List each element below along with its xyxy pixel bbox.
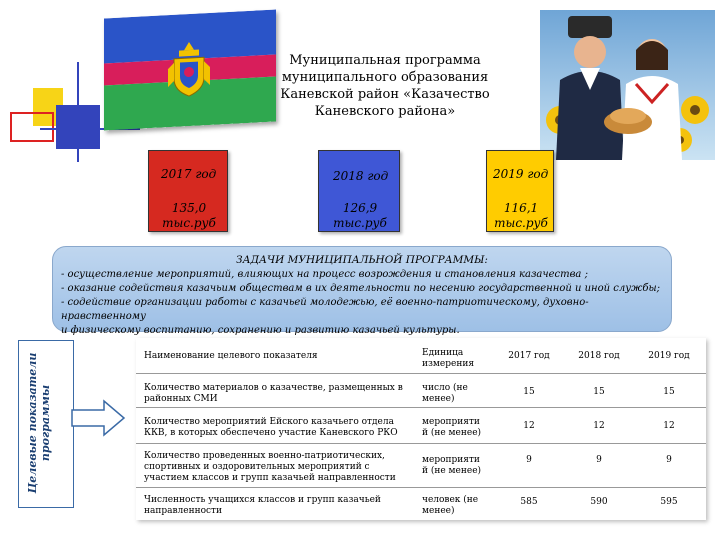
table-cell: мероприяти й (не менее) [422, 455, 482, 476]
table-cell: мероприяти й (не менее) [422, 417, 482, 438]
table-cell: 9 [666, 455, 672, 465]
table-cell: 9 [596, 455, 602, 465]
table-cell: человек (не менее) [422, 495, 479, 516]
table-cell: 15 [663, 387, 675, 397]
task-item: - содействие организации работы с казачьей молодежью, её военно-патриотическому, духовно-нравственному [61, 297, 589, 322]
table-header-cell: Наименование целевого показателя [144, 351, 318, 361]
table-cell: 12 [593, 421, 605, 431]
cossack-couple-image [540, 10, 715, 160]
table-cell: 15 [523, 387, 535, 397]
funding-amount: 116,1 тыс.руб [494, 201, 548, 230]
table-cell: Количество материалов о казачестве, размещенных в районных СМИ [144, 383, 403, 404]
task-item: - оказание содействия казачьим обществам в их деятельности по несению государственной и иной службы; [61, 283, 661, 294]
funding-card-2018 [318, 150, 400, 232]
table-header-cell: 2018 год [578, 351, 620, 361]
table-row [136, 376, 706, 408]
table-cell: 15 [593, 387, 605, 397]
funding-year: 2017 год [161, 167, 217, 181]
program-title: Муниципальная программа муниципального образования Каневской район «Казачество Каневского района» [280, 53, 490, 119]
target-indicators-label: Целевые показатели программы [26, 352, 52, 494]
table-cell: 9 [526, 455, 532, 465]
table-header-row [136, 338, 706, 374]
funding-card-2017 [148, 150, 228, 232]
table-cell: 12 [523, 421, 535, 431]
krasnodar-flag-image [104, 9, 276, 130]
table-cell: 12 [663, 421, 675, 431]
decor-square-red [10, 112, 54, 142]
indicators-table [136, 338, 706, 520]
table-row [136, 446, 706, 488]
table-header-cell: 2017 год [508, 351, 550, 361]
table-row [136, 410, 706, 444]
decor-line-vertical [77, 62, 79, 162]
coat-of-arms-icon [166, 39, 212, 99]
task-item: - осуществление мероприятий, влияющих на процесс возрождения и становления казачества ; [61, 269, 588, 280]
table-cell: 590 [590, 497, 608, 507]
arrow-right-icon [70, 398, 126, 438]
funding-card-2019 [486, 150, 554, 232]
funding-amount: 126,9 тыс.руб [333, 201, 387, 230]
task-item: и физическому воспитанию, сохранению и развитию казачьей культуры. [61, 325, 460, 336]
table-cell: число (не менее) [422, 383, 468, 404]
table-cell: Численность учащихся классов и групп казачьей направленности [144, 495, 381, 516]
table-cell: Количество мероприятий Ейского казачьего отдела ККВ, в которых обеспечено участие Каневского РКО [144, 417, 398, 438]
table-header-cell: 2019 год [648, 351, 690, 361]
program-tasks-panel [52, 246, 672, 336]
table-cell: 585 [520, 497, 538, 507]
table-cell: Количество проведенных военно-патриотических, спортивных и оздоровительных мероприятий с участием классов и групп казачьей направленности [144, 451, 396, 483]
table-header-cell: Единица измерения [422, 348, 474, 369]
funding-amount: 135,0 тыс.руб [162, 201, 216, 230]
table-row [136, 490, 706, 520]
funding-year: 2019 год [493, 167, 549, 181]
funding-year: 2018 год [333, 169, 389, 183]
tasks-header: ЗАДАЧИ МУНИЦИПАЛЬНОЙ ПРОГРАММЫ: [236, 254, 488, 266]
table-cell: 595 [660, 497, 678, 507]
